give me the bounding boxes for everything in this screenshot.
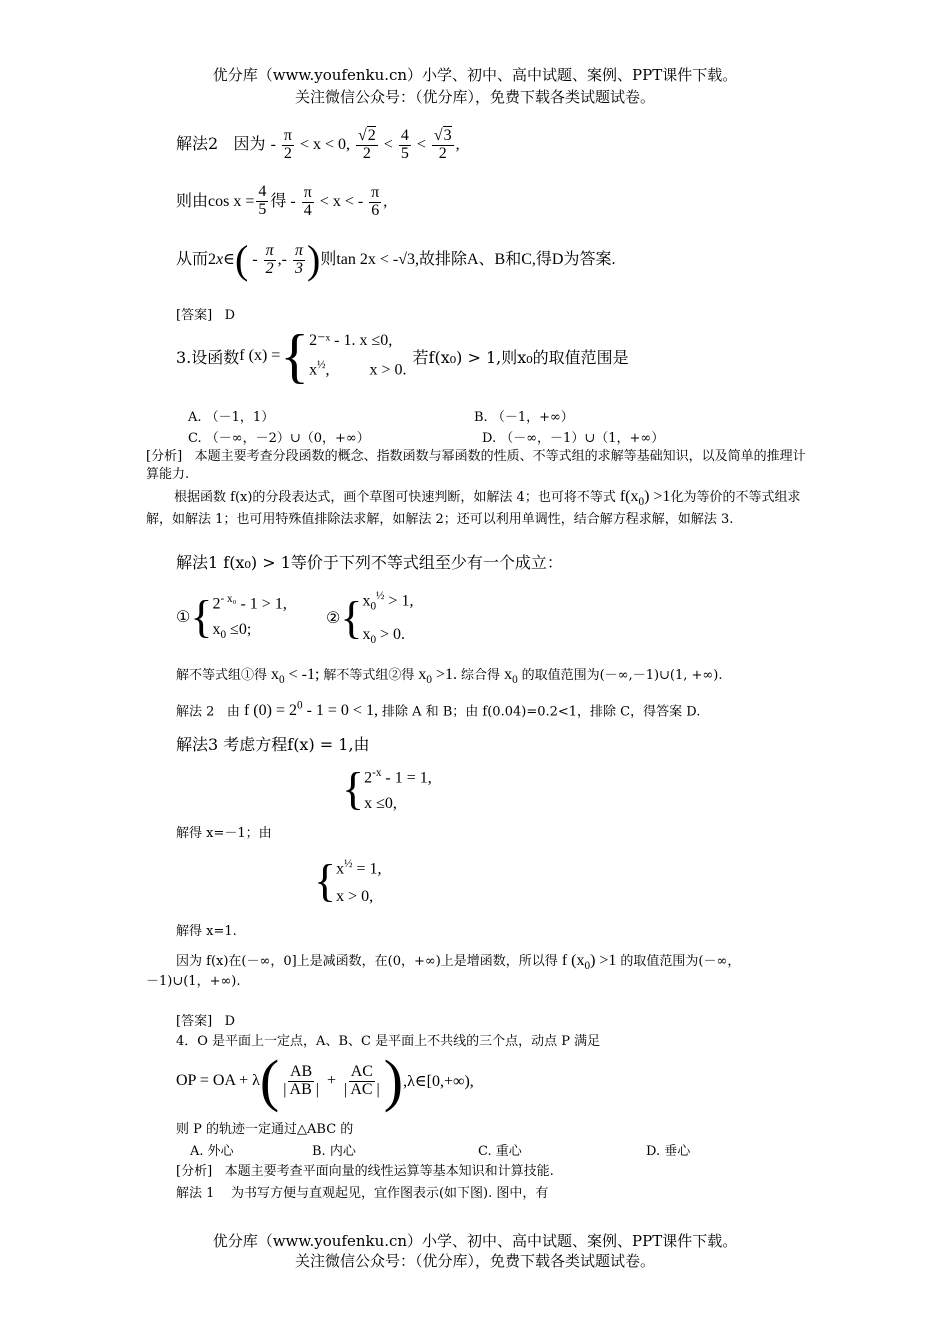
q3-answer-label: [答案] — [176, 1014, 213, 1029]
q3-sol2-by: 由 — [226, 704, 240, 720]
footer-line-1: 优分库（www.youfenku.cn）小学、初中、高中试题、案例、PPT课件下载。 — [212, 1232, 738, 1250]
q2-conclusion: 则tan 2x < -√3,故排除A、B和C,得D为答案. — [320, 251, 616, 268]
q3-case-1: 2⁻ˣ - 1. x ≤0, — [309, 332, 393, 350]
q4-analysis-text: 本题主要考查平面向量的线性运算等基本知识和计算技能. — [224, 1164, 554, 1179]
q3-para1-b: 化为等价的不等式组求解，如解法 1；也可用特殊值排除法求解，如解法 2；还可以利用单调性，结合解方程求解，如解法 3. — [146, 490, 801, 528]
q2-then-label: 则由 — [176, 190, 209, 210]
q4-analysis — [176, 1160, 554, 1179]
q2-thus-label: 从而 — [176, 249, 209, 268]
q3-mono-a: 因为 f(x)在(－∞，0]上是减函数，在(0，+∞)上是增函数，所以得 — [176, 954, 558, 969]
q3-stem-prefix: 3.设函数 — [176, 347, 240, 367]
q3-stem-suffix: 若f(x₀) > 1,则x₀的取值范围是 — [412, 347, 629, 367]
q3-mono-b: 的取值范围为(－∞， — [620, 954, 741, 969]
q3-answer — [176, 1010, 235, 1029]
q3-option-c: C. （－∞，－2）∪（0，+∞） — [188, 431, 370, 446]
q3-option-d: D. （－∞，－1）∪（1，+∞） — [482, 431, 665, 446]
q3-option-a: A. （－1，1） — [188, 410, 275, 425]
q4-stem: 4．O 是平面上一定点，A、B、C 是平面上不共线的三个点，动点 P 满足 — [176, 1034, 601, 1049]
q4-question: 则 P 的轨迹一定通过△ABC 的 — [176, 1122, 354, 1137]
q2-sol2-because: 因为 — [233, 133, 266, 153]
q3-sol3-result-1: 解得 x=－1；由 — [176, 826, 272, 841]
q3-sol2-text: 排除 A 和 B；由 f(0.04)=0.2<1，排除 C，得答案 D. — [381, 704, 701, 720]
q3-monotonic-line1: 因为 f(x)在(－∞，0]上是减函数，在(0，+∞)上是增函数，所以得 f $(x_0) >1$ 的取值范围为(－∞， — [176, 952, 741, 973]
q2-answer-label: [答案] — [176, 308, 213, 323]
q3-answer-value: D — [224, 1014, 235, 1029]
q3-option-b: B. （－1，+∞） — [474, 410, 574, 425]
q3-para1: 根据函数 f(x)的分段表达式，画个草图可快速判断，如解法 4；也可将不等式 $f(x_0) >1$化为等价的不等式组求解，如解法 1；也可用特殊值排除法求解，如解法 2；还可以利用单调性，结合解方程求解，如解法 3. — [146, 488, 801, 528]
header-line-1: 优分库（www.youfenku.cn）小学、初中、高中试题、案例、PPT课件下载。 — [212, 66, 738, 84]
q3-analysis-text: 本题主要考查分段函数的概念、指数函数与幂函数的性质、不等式组的求解等基础知识，以及简单的推理计算能力. — [146, 449, 806, 482]
q3-system-1: ① { $2^{- x_0} - 1 > 1$, $x_0 \le 0$; — [176, 591, 287, 643]
q2-get-label: 得 — [270, 190, 287, 210]
q3-sol1-result: 解不等式组①得 $x_0 < -1$; 解不等式组②得 $x_0 >1$. 综合得 $x_0$ 的取值范围为(－∞,－1)∪(1, +∞). — [176, 666, 723, 687]
q4-sol1 — [176, 1182, 548, 1201]
q3-sol1-text-d: 的取值范围为(－∞,－1)∪(1, +∞). — [521, 668, 723, 683]
q2-sol2-line1: 解法2 因为 - $\frac{\pi}{2}$ < x < 0, $\frac{√2}{2}$ < $\frac{4}{5}$ < $\frac{√3}{2}$ , — [176, 127, 460, 162]
q2-answer-value: D — [224, 308, 235, 323]
q2-sol2-line3: 从而2x∈( - $\frac{\pi}{2}$ ,- $\frac{\pi}{3}$ )则tan 2x < -√3,故排除A、B和C,得D为答案. — [176, 237, 616, 282]
q3-case-2-cond: x > 0. — [369, 361, 407, 379]
q3-sol1-text-b: 解不等式组②得 — [323, 668, 415, 683]
q3-sol3-result-2: 解得 x=1. — [176, 924, 237, 939]
q4-option-a: A. 外心 — [190, 1144, 234, 1159]
q2-answer — [176, 304, 235, 323]
q3-system-2: ② { $x_0^{\frac{1}{2}} > 1$, $x_0 > 0$. — [326, 590, 414, 646]
q3-sol3-system-2: { $x^{\frac{1}{2}} = 1$, x > 0, — [314, 854, 382, 906]
q3-sol3-system-1: { $2^{-x} - 1 = 1$, x ≤0, — [342, 762, 432, 814]
q3-analysis — [146, 448, 810, 484]
q3-sol3-title: 解法3 考虑方程f(x) = 1,由 — [176, 735, 370, 754]
q2-sol2-label: 解法2 — [176, 133, 219, 153]
q3-sol2: 解法 2 由 f $(0) = 2^0 - 1 = 0 < 1$, 排除 A 和 B；由 f(0.04)=0.2<1，排除 C，得答案 D. — [176, 700, 701, 720]
q3-para1-a: 根据函数 f(x)的分段表达式，画个草图可快速判断，如解法 4；也可将不等式 — [174, 490, 616, 505]
q4-lambda-range: ,λ∈[0,+∞), — [403, 1073, 474, 1090]
q4-sol1-text: 为书写方便与直观起见，宜作图表示(如下图). 图中，有 — [230, 1186, 549, 1201]
footer-line-2: 关注微信公众号：（优分库），免费下载各类试题试卷。 — [294, 1252, 655, 1270]
q4-option-c: C. 重心 — [478, 1144, 522, 1159]
q4-option-b: B. 内心 — [312, 1144, 356, 1159]
q3-sol1-title: 解法1 f(x₀) > 1等价于下列不等式组至少有一个成立： — [176, 553, 563, 572]
q3-monotonic-line2: －1)∪(1，+∞). — [146, 974, 241, 989]
q3-analysis-label: [分析] — [146, 449, 183, 464]
q3-sol1-text-a: 解不等式组①得 — [176, 668, 268, 683]
q2-sol2-line2: 则由cos x = $\frac{4}{5}$ 得 - $\frac{\pi}{4}$ < x < - $\frac{\pi}{6}$ , — [176, 183, 388, 219]
q4-formula: OP = OA + λ ( $\frac{AB}{| AB |}$ + $\frac{AC}{| AC |}$ ) ,λ∈[0,+∞), — [176, 1048, 474, 1113]
q3-stem: 3.设函数 f (x) = { 2⁻ˣ - 1. x ≤0, $x^{\frac{1}{2}}$, x > 0. 若f(x₀) > 1,则x₀的取值范围是 — [176, 323, 629, 389]
q4-option-d: D. 垂心 — [646, 1144, 691, 1159]
q3-sol2-label: 解法 2 — [176, 704, 215, 720]
q4-sol1-label: 解法 1 — [176, 1186, 215, 1201]
q3-sol1-text-c: 综合得 — [461, 668, 501, 683]
header-line-2: 关注微信公众号：（优分库），免费下载各类试题试卷。 — [294, 88, 655, 106]
q4-analysis-label: [分析] — [176, 1164, 213, 1179]
